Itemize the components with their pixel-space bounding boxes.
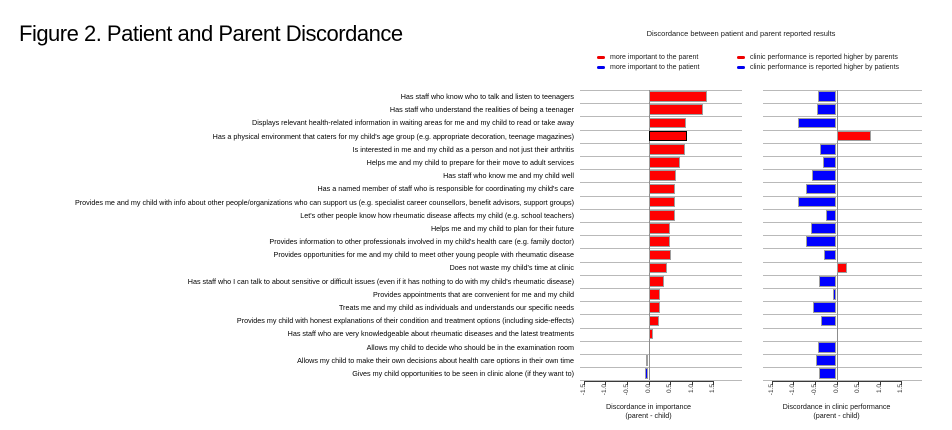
- gridline: [580, 354, 742, 355]
- positive-bar: [649, 316, 659, 327]
- category-label: Let's other people know how rheumatic disease affects my child (e.g. school teachers): [300, 210, 574, 220]
- gridline: [763, 341, 922, 342]
- positive-bar: [649, 197, 675, 208]
- positive-bar: [649, 157, 681, 168]
- gridline: [763, 169, 922, 170]
- category-label: Has a physical environment that caters for my child's age group (e.g. appropriate decoration, teenage magazines): [212, 131, 574, 141]
- category-label: Provides me and my child with info about other people/organizations who can support us (e.g. specialist career counsellors, benefit advisors, support groups): [74, 197, 574, 207]
- category-label: Provides information to other professionals involved in my child's health care (e.g. family doctor): [269, 237, 574, 247]
- gridline: [763, 354, 922, 355]
- clinic-performance-chart-panel: [763, 90, 922, 430]
- category-label: Has staff who I can talk to about sensitive or difficult issues (even if it has nothing to do with my child's rheumatic disease): [187, 276, 574, 286]
- gridline: [763, 196, 922, 197]
- x-axis-tick-label: 0.0: [832, 384, 840, 394]
- category-label: Provides opportunities for me and my child to meet other young people with rheumatic disease: [273, 250, 574, 260]
- positive-bar: [649, 223, 671, 234]
- gridline: [580, 341, 742, 342]
- positive-bar: [649, 118, 687, 129]
- figure-title: Figure 2. Patient and Parent Discordance: [19, 21, 403, 46]
- gridline: [580, 328, 742, 329]
- gridline: [763, 209, 922, 210]
- category-label: Allows my child to make their own decisions about health care options in their own time: [297, 355, 574, 365]
- negative-bar: [821, 316, 836, 327]
- positive-bar: [649, 250, 671, 261]
- positive-bar: [649, 131, 688, 142]
- legend-label: clinic performance is reported higher by parents: [750, 54, 898, 61]
- category-label: Provides appointments that are convenient for me and my child: [373, 289, 574, 299]
- x-axis-tick-label: 0.0: [644, 384, 652, 394]
- positive-bar: [649, 329, 653, 340]
- x-axis-tick-label: -0.5: [810, 384, 818, 396]
- category-label: Has staff who are very knowledgeable about rheumatic diseases and the latest treatments: [287, 329, 574, 339]
- x-axis-title-line2: (parent - child): [813, 411, 860, 420]
- negative-bar: [819, 276, 836, 287]
- chart-title: Discordance between patient and parent reported results: [646, 29, 836, 38]
- gridline: [763, 103, 922, 104]
- x-axis-tick-label: 1.0: [875, 384, 883, 394]
- x-axis-tick-label: -0.5: [622, 384, 630, 396]
- gridline: [580, 288, 742, 289]
- positive-bar: [649, 289, 661, 300]
- x-axis-tick-label: 0.5: [854, 384, 862, 394]
- negative-bar: [646, 355, 648, 366]
- legend-importance: [597, 54, 700, 71]
- negative-bar: [806, 236, 836, 247]
- category-label: Is interested in me and my child as a person and not just their arthritis: [352, 144, 574, 154]
- legend-marker-icon: [597, 66, 605, 69]
- positive-bar: [837, 131, 871, 142]
- gridline: [763, 235, 922, 236]
- legend-item-clinic-performance-0: [737, 54, 899, 61]
- category-label: Gives my child opportunities to be seen in clinic alone (if they want to): [352, 368, 574, 378]
- negative-bar: [820, 144, 836, 155]
- category-label: Allows my child to decide who should be in the examination room: [366, 342, 574, 352]
- legend-marker-icon: [597, 56, 605, 59]
- gridline: [763, 143, 922, 144]
- category-labels: [0, 90, 577, 380]
- negative-bar: [813, 302, 837, 313]
- category-label: Has staff who know who to talk and listen to teenagers: [400, 92, 574, 101]
- positive-bar: [649, 170, 677, 181]
- legend-item-importance-0: [597, 54, 700, 61]
- positive-bar: [649, 276, 665, 287]
- x-axis-tick-label: -1.0: [789, 384, 797, 396]
- negative-bar: [816, 355, 837, 366]
- negative-bar: [817, 104, 837, 115]
- negative-bar: [645, 368, 648, 379]
- negative-bar: [824, 250, 837, 261]
- positive-bar: [649, 144, 686, 155]
- gridline: [763, 328, 922, 329]
- positive-bar: [649, 91, 707, 102]
- legend-marker-icon: [737, 66, 745, 69]
- category-label: Helps me and my child to plan for their future: [430, 223, 574, 233]
- gridline: [763, 314, 922, 315]
- positive-bar: [649, 104, 703, 115]
- category-label: Has staff who understand the realities of being a teenager: [389, 105, 574, 115]
- gridline: [763, 90, 922, 91]
- category-label: Treats me and my child as individuals and understands our specific needs: [338, 303, 574, 312]
- x-axis-tick-label: 1.5: [897, 384, 905, 394]
- negative-bar: [798, 197, 837, 208]
- legend-label: clinic performance is reported higher by patients: [750, 64, 900, 71]
- category-label: Helps me and my child to prepare for their move to adult services: [366, 157, 574, 167]
- gridline: [763, 275, 922, 276]
- category-label: Displays relevant health-related information in waiting areas for me and my child to read or take away: [252, 118, 574, 128]
- legend-label: more important to the parent: [610, 54, 699, 61]
- gridline: [763, 288, 922, 289]
- gridline: [580, 314, 742, 315]
- gridline: [763, 182, 922, 183]
- negative-bar: [833, 289, 836, 300]
- category-label: Provides my child with honest explanations of their condition and treatment options (including side-effects): [236, 316, 574, 326]
- x-axis-title-line2: (parent - child): [625, 411, 672, 420]
- positive-bar: [649, 302, 660, 313]
- negative-bar: [806, 184, 836, 195]
- legend-clinic-performance: [737, 54, 899, 71]
- category-label: Has staff who know me and my child well: [443, 171, 574, 181]
- positive-bar: [649, 184, 675, 195]
- positive-bar: [649, 210, 675, 221]
- gridline: [763, 248, 922, 249]
- x-axis-title-line1: Discordance in clinic performance: [782, 402, 891, 411]
- gridline: [763, 116, 922, 117]
- negative-bar: [812, 170, 836, 181]
- negative-bar: [818, 91, 836, 102]
- x-axis-tick-label: -1.5: [579, 384, 587, 396]
- negative-bar: [819, 368, 836, 379]
- category-label: Does not waste my child's time at clinic: [449, 263, 574, 273]
- gridline: [763, 222, 922, 223]
- negative-bar: [811, 223, 837, 234]
- x-axis-title-line1: Discordance in importance: [605, 402, 692, 411]
- category-label: Has a named member of staff who is responsible for coordinating my child's care: [317, 184, 574, 194]
- gridline: [763, 367, 922, 368]
- negative-bar: [826, 210, 837, 221]
- legend-label: more important to the patient: [610, 64, 700, 71]
- importance-chart-panel: [580, 90, 742, 430]
- negative-bar: [798, 118, 836, 129]
- negative-bar: [823, 157, 836, 168]
- x-axis-tick-label: -1.0: [601, 384, 609, 396]
- legend-item-importance-1: [597, 64, 700, 71]
- positive-bar: [649, 236, 671, 247]
- x-axis-tick-label: 1.0: [687, 384, 695, 394]
- gridline: [763, 301, 922, 302]
- positive-bar: [837, 263, 848, 274]
- legend-marker-icon: [737, 56, 745, 59]
- x-axis-tick-label: -1.5: [767, 384, 775, 396]
- legend-item-clinic-performance-1: [737, 64, 899, 71]
- negative-bar: [818, 342, 836, 353]
- gridline: [763, 156, 922, 157]
- x-axis-tick-label: 0.5: [666, 384, 674, 394]
- gridline: [580, 301, 742, 302]
- positive-bar: [649, 263, 667, 274]
- gridline: [580, 367, 742, 368]
- x-axis-tick-label: 1.5: [709, 384, 717, 394]
